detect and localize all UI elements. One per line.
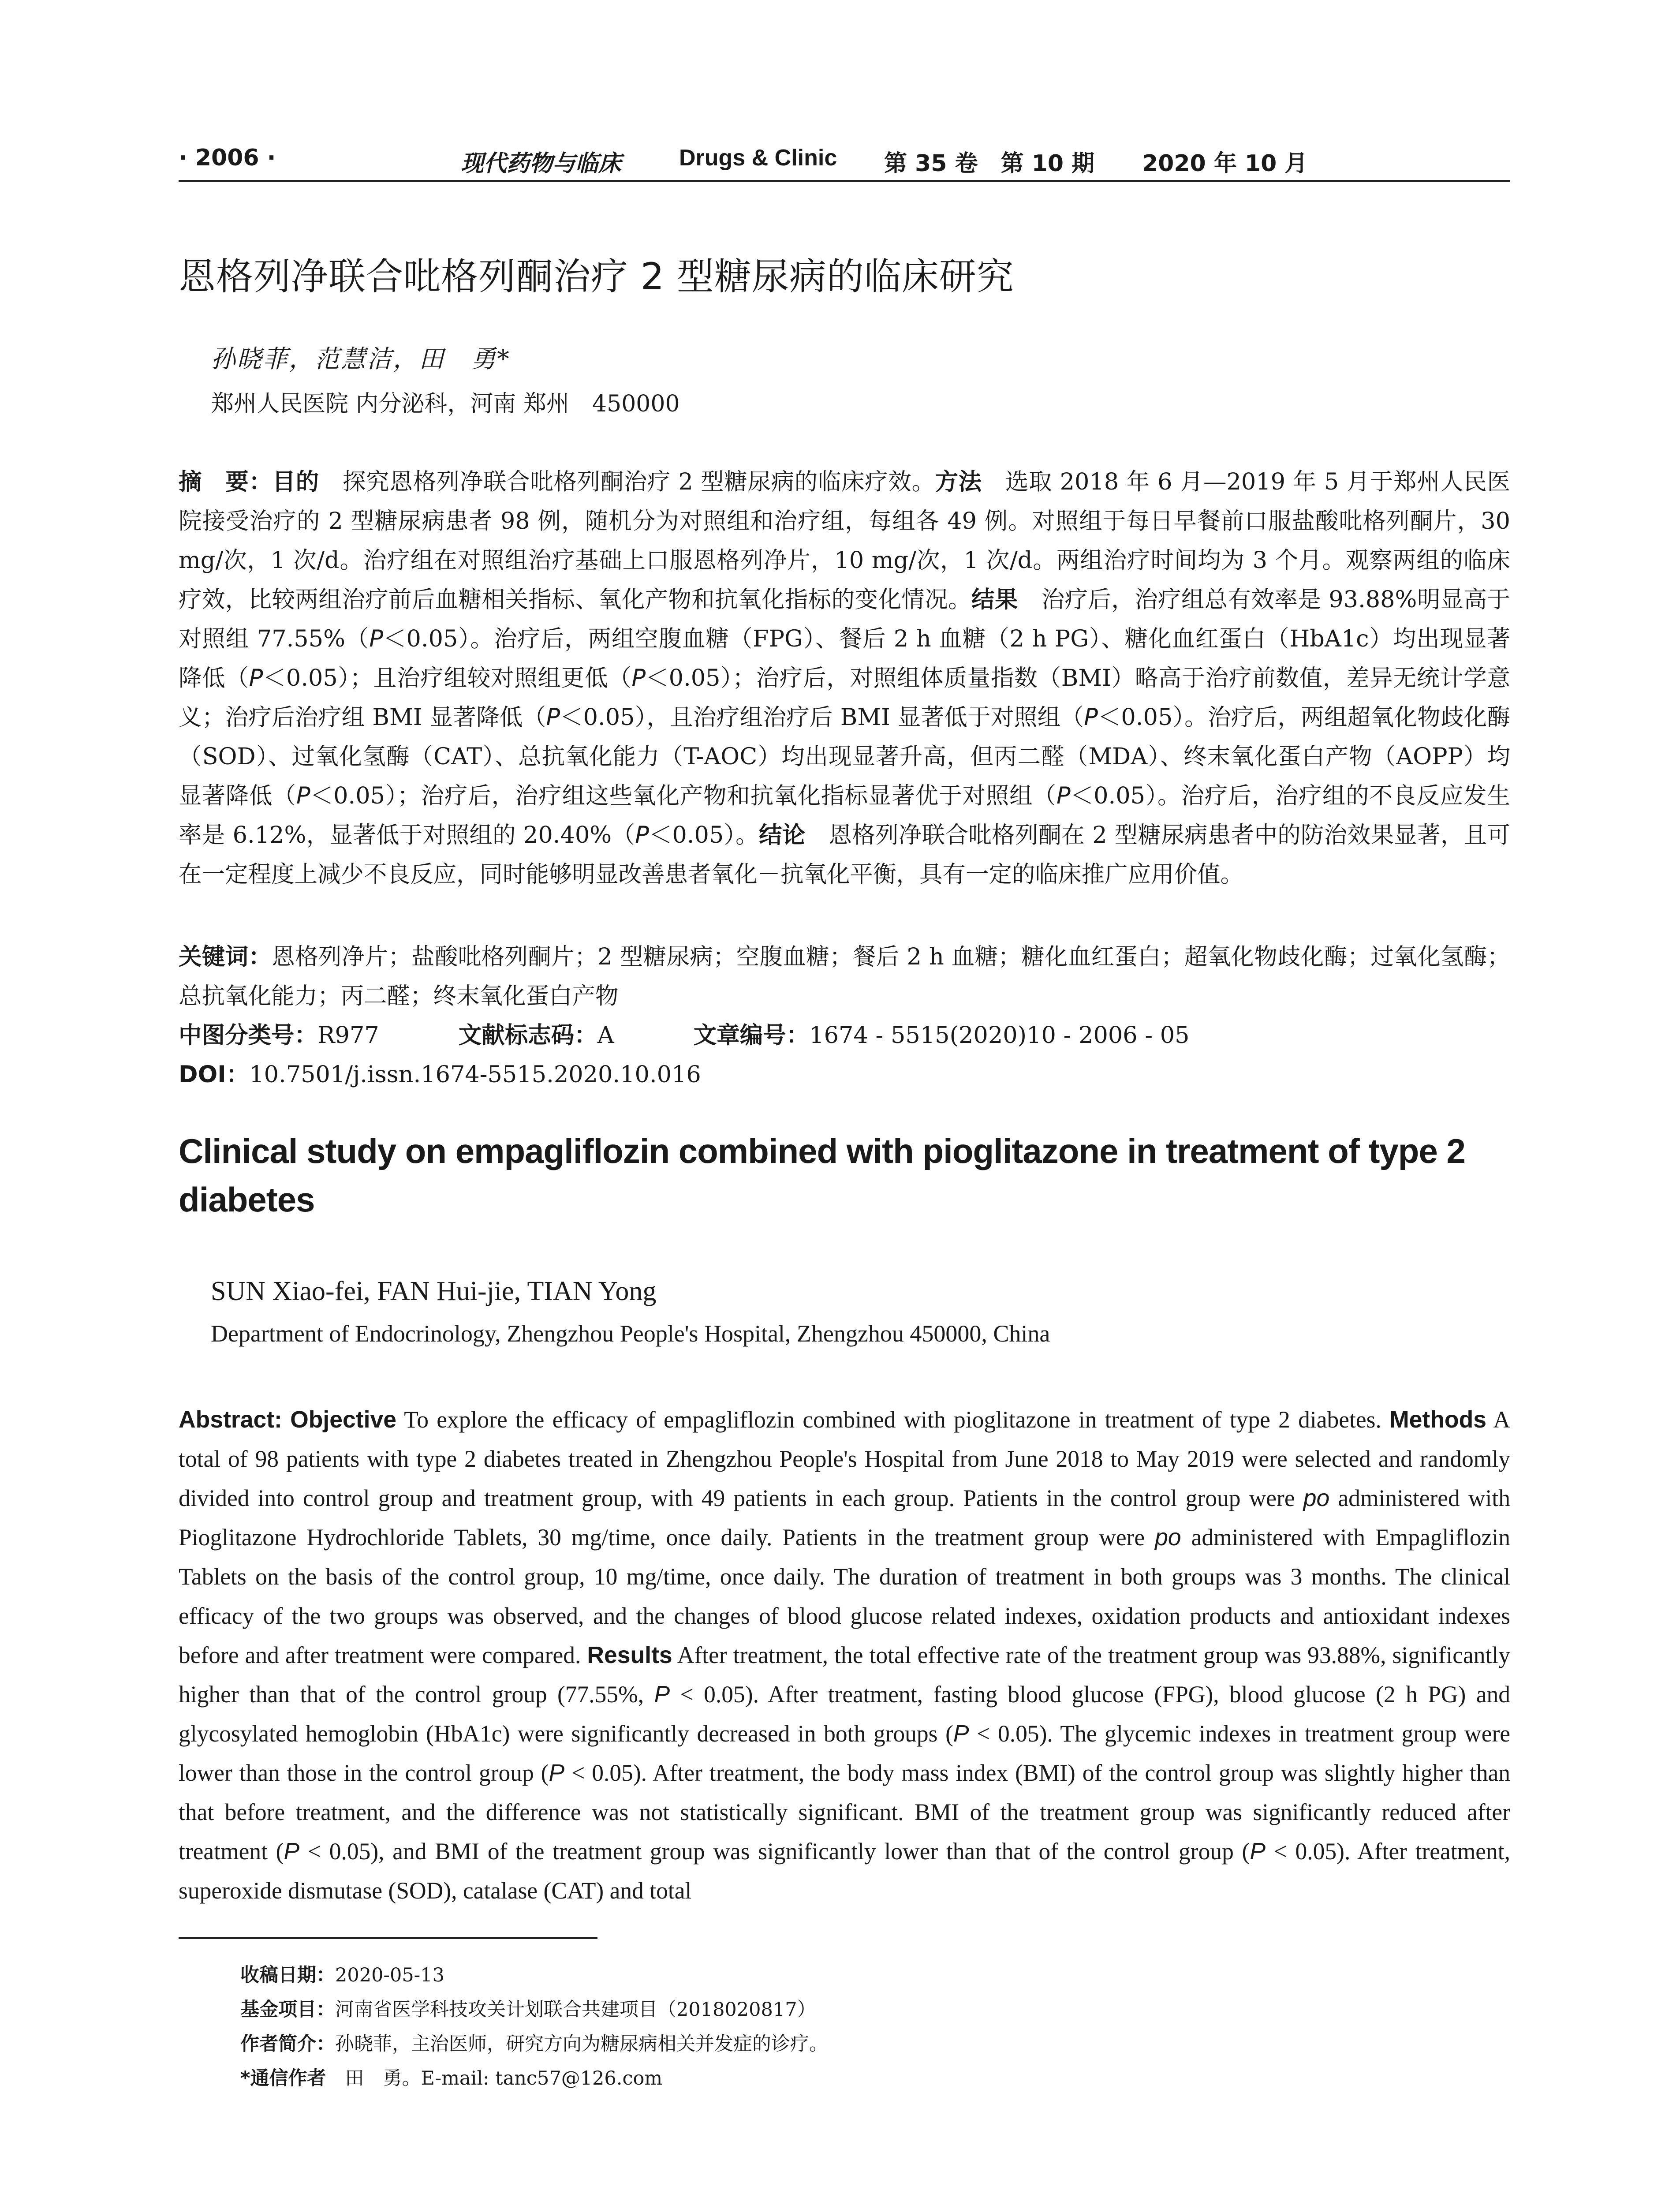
results-text-cn: ＜0.05）。治疗后，两组空腹血糖（FPG）、餐后 2 h 血糖（2 h PG）、糖化血红蛋白（HbA1c）均出现显著降低（ <box>179 625 1511 691</box>
doc-code-value: A <box>597 1022 614 1049</box>
article-id-value: 1674 - 5515(2020)10 - 2006 - 05 <box>809 1022 1190 1049</box>
results-text-cn: 治疗后，治疗组总有效率是 93.88%明显高于对照组 77.55%（ <box>179 586 1510 652</box>
footnote-fund <box>240 1992 828 2027</box>
results-text-en: < 0.05), and BMI of the treatment group was significantly lower than that of the control group ( <box>299 1838 1250 1865</box>
clc-label: 中图分类号： <box>179 1022 318 1049</box>
authors-en: SUN Xiao-fei, FAN Hui-jie, TIAN Yong <box>211 1276 657 1306</box>
p-symbol: P <box>1250 1839 1266 1865</box>
abstract-label-en: Abstract: <box>179 1407 282 1433</box>
objective-text-cn: 探究恩格列净联合吡格列酮治疗 2 型糖尿病的临床疗效。 <box>319 468 935 495</box>
methods-text-en: administered with Pioglitazone Hydrochloride Tablets, 30 mg/time, once daily. Patients in the treatment group were <box>179 1485 1510 1551</box>
clc-value: R977 <box>317 1022 379 1049</box>
journal-name-cn: 现代药物与临床 <box>461 150 622 177</box>
po-abbrev: po <box>1155 1525 1181 1551</box>
objective-text-en: To explore the efficacy of empagliflozin combined with pioglitazone in treatment of type 2 diabetes. <box>396 1406 1390 1433</box>
results-text-cn: ＜0.05），且治疗组治疗后 BMI 显著低于对照组（ <box>560 704 1084 731</box>
methods-text-cn: 选取 2018 年 6 月—2019 年 5 月于郑州人民医院接受治疗的 2 型糖尿病患者 98 例，随机分为对照组和治疗组，每组各 49 例。对照组于每日早餐前口服盐酸吡格列酮片，30 mg/次，1 次/d。治疗组在对照组治疗基础上口服恩格列净片，10 mg/次，1 次/d。两组治疗时间均为 3 个月。观察两组的临床疗效，比较两组治疗前后血糖相关指标、氧化产物和抗氧化指标的变化情况。 <box>179 468 1510 613</box>
footnote-corresponding <box>240 2061 828 2096</box>
keywords-text: 恩格列净片；盐酸吡格列酮片；2 型糖尿病；空腹血糖；餐后 2 h 血糖；糖化血红蛋白；超氧化物歧化酶；过氧化氢酶；总抗氧化能力；丙二醛；终末氧化蛋白产物 <box>179 943 1510 1009</box>
results-text-en: < 0.05). After treatment, fasting blood glucose (FPG), blood glucose (2 h PG) and glycosylated hemoglobin (HbA1c) were significantly decreased in both groups ( <box>179 1681 1510 1747</box>
doi-label: DOI： <box>179 1061 250 1088</box>
footnote-rule <box>179 1937 597 1939</box>
title-en: Clinical study on empagliflozin combined with pioglitazone in treatment of type 2 diabetes <box>179 1132 1465 1219</box>
results-text-cn: ＜0.05）；治疗后，治疗组这些氧化产物和抗氧化指标显著优于对照组（ <box>310 782 1057 809</box>
authors-cn: 孙晓菲，范慧洁，田 勇* <box>211 345 511 374</box>
results-label-cn: 结果 <box>971 586 1018 613</box>
p-symbol: P <box>249 665 263 691</box>
results-text-cn: ＜0.05）。治疗后，两组超氧化物歧化酶（SOD）、过氧化氢酶（CAT）、总抗氧化能力（T-AOC）均出现显著升高，但丙二醛（MDA）、终末氧化蛋白产物（AOPP）均显著降低（ <box>179 704 1510 809</box>
results-text-cn: ＜0.05）。 <box>649 822 759 848</box>
methods-text-en: administered with Empagliflozin Tablets on the basis of the control group, 10 mg/time, once daily. The duration of treatment in both groups was 3 months. The clinical efficacy of the two groups was observed, and the changes of blood glucose related indexes, oxidation products and antioxidant indexes before and after treatment were compared. <box>179 1524 1510 1668</box>
results-text-en: < 0.05). The glycemic indexes in treatment group were lower than those in the control group ( <box>179 1720 1510 1786</box>
results-text-en: < 0.05). After treatment, superoxide dismutase (SOD), catalase (CAT) and total <box>179 1838 1510 1904</box>
objective-label-cn: 目的 <box>272 468 319 495</box>
volume-issue: 第 35 卷 第 10 期 <box>884 150 1095 177</box>
p-symbol: P <box>1056 782 1071 809</box>
p-symbol: P <box>635 822 649 848</box>
header-rule <box>179 180 1510 182</box>
affiliation-en: Department of Endocrinology, Zhengzhou People's Hospital, Zhengzhou 450000, China <box>211 1320 1050 1347</box>
p-symbol: P <box>369 625 383 652</box>
corresponding-text[interactable]: 田 勇。E-mail: tanc57@126.com <box>326 2067 663 2089</box>
keywords-label: 关键词： <box>179 943 272 970</box>
page-number: · 2006 · <box>179 145 276 171</box>
results-text-en: After treatment, the total effective rate of the treatment group was 93.88%, significantly higher than that of the control group (77.55%, <box>179 1642 1510 1708</box>
title-cn: 恩格列净联合吡格列酮治疗 2 型糖尿病的临床研究 <box>179 255 1014 298</box>
p-symbol: P <box>1084 704 1098 731</box>
keywords-cn <box>179 937 1510 1016</box>
p-symbol: P <box>284 1839 300 1865</box>
abstract-cn <box>179 462 1510 894</box>
abstract-label-cn: 摘 要： <box>179 468 273 495</box>
fund-label: 基金项目： <box>240 1999 335 2021</box>
abstract-en <box>179 1400 1510 1910</box>
conclusion-text-cn: 恩格列净联合吡格列酮在 2 型糖尿病患者中的防治效果显著，且可在一定程度上减少不良反应，同时能够明显改善患者氧化－抗氧化平衡，具有一定的临床推广应用价值。 <box>179 822 1510 888</box>
methods-label-en: Methods <box>1389 1407 1487 1433</box>
corresponding-label: *通信作者 <box>240 2067 326 2089</box>
results-text-cn: ＜0.05）；且治疗组较对照组更低（ <box>263 665 632 691</box>
received-label: 收稿日期： <box>240 1964 335 1986</box>
journal-name-en: Drugs & Clinic <box>679 145 837 171</box>
p-symbol: P <box>631 665 646 691</box>
p-symbol: P <box>546 704 560 731</box>
fund-text: 河南省医学科技攻关计划联合共建项目（2018020817） <box>335 1999 816 2021</box>
running-header <box>179 140 1510 184</box>
p-symbol: P <box>549 1760 565 1786</box>
results-text-en: < 0.05). After treatment, the body mass index (BMI) of the control group was slightly higher than that before treatment, and the difference was not statistically significant. BMI of the treatment group was significantly reduced after treatment ( <box>179 1760 1511 1865</box>
results-label-en: Results <box>587 1642 672 1668</box>
classification-line <box>179 1016 1510 1055</box>
results-text-cn: ＜0.05）。治疗后，治疗组的不良反应发生率是 6.12%，显著低于对照组的 20.40%（ <box>179 782 1510 848</box>
p-symbol: P <box>654 1682 670 1708</box>
p-symbol: P <box>296 782 310 809</box>
article-id-label: 文章编号： <box>693 1022 810 1049</box>
results-text-cn: ＜0.05）；治疗后，对照组体质量指数（BMI）略高于治疗前数值，差异无统计学意义；治疗后治疗组 BMI 显著降低（ <box>179 665 1510 731</box>
footnotes <box>240 1958 828 2096</box>
conclusion-label-cn: 结论 <box>758 822 806 848</box>
doi-value[interactable]: 10.7501/j.issn.1674-5515.2020.10.016 <box>249 1061 701 1088</box>
bio-text: 孙晓菲，主治医师，研究方向为糖尿病相关并发症的诊疗。 <box>335 2033 828 2055</box>
objective-label-en: Objective <box>290 1407 396 1433</box>
footnote-bio <box>240 2027 828 2061</box>
po-abbrev: po <box>1303 1485 1330 1511</box>
methods-text-en: A total of 98 patients with type 2 diabetes treated in Zhengzhou People's Hospital from June 2018 to May 2019 were selected and randomly divided into control group and treatment group, with 49 patients in each group. Patients in the control group were <box>179 1406 1511 1511</box>
doi-line <box>179 1055 1510 1094</box>
bio-label: 作者简介： <box>240 2033 335 2055</box>
p-symbol: P <box>953 1721 969 1747</box>
methods-label-cn: 方法 <box>935 468 982 495</box>
affiliation-cn: 郑州人民医院 内分泌科，河南 郑州 450000 <box>211 391 680 417</box>
received-date: 2020-05-13 <box>335 1964 444 1986</box>
footnote-received <box>240 1958 828 1992</box>
doc-code-label: 文献标志码： <box>458 1022 597 1049</box>
issue-date: 2020 年 10 月 <box>1142 150 1308 177</box>
